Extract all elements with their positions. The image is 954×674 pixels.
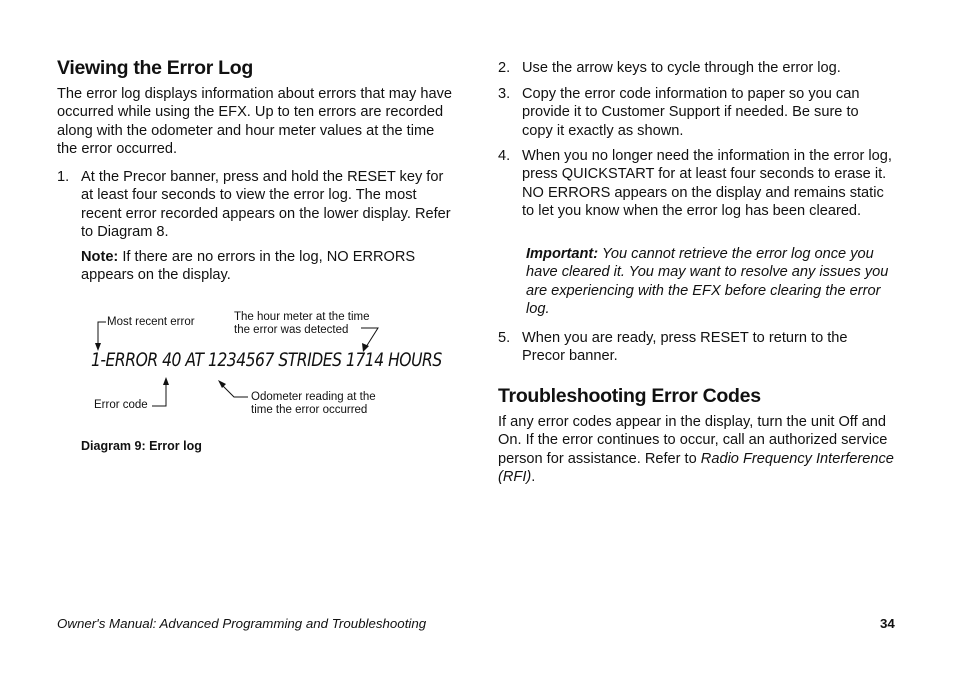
troubleshooting-end: . <box>531 468 536 485</box>
error-display-readout: 1-ERROR 40 AT 1234567 STRIDES 1714 HOURS <box>91 349 442 371</box>
important-text: You cannot retrieve the error log once you have cleared it. You may want to resolve any issues you are experiencing with the EFX before clearing the error log. <box>526 246 889 317</box>
error-code-arrow-icon <box>163 377 169 385</box>
important-paragraph <box>526 245 898 318</box>
step-4-text: When you no longer need the information in the error log, press QUICKSTART for at least four seconds to erase it. NO ERRORS appears on the display and remains static to let you know when the error log has been cleared. <box>522 148 892 219</box>
step-5-number: 5. <box>498 330 511 346</box>
step-1-number: 1. <box>57 169 70 185</box>
error-code-callout-line <box>152 383 166 406</box>
intro-paragraph: The error log displays information about errors that may have occurred while using the EFX. Up to ten errors are recorded along with the odometer and hour meter values at the time the error occurred. <box>57 86 453 157</box>
odometer-label-line1: Odometer reading at the <box>251 391 376 403</box>
step-2-number: 2. <box>498 60 511 76</box>
odometer-callout-line <box>222 385 248 397</box>
error-code-label: Error code <box>94 399 148 411</box>
step-2-text: Use the arrow keys to cycle through the error log. <box>522 60 841 76</box>
rfi-reference: Radio Frequency Interference (RFI) <box>498 450 894 485</box>
note-paragraph <box>81 248 451 285</box>
note-label: Note: <box>81 249 119 265</box>
page-number: 34 <box>880 616 895 631</box>
section-heading-error-log: Viewing the Error Log <box>57 57 253 79</box>
hour-meter-label-line1: The hour meter at the time <box>234 311 370 323</box>
step-1-text: At the Precor banner, press and hold the RESET key for at least four seconds to view the error log. The most recent error recorded appears on the lower display. Refer to Diagram 8. <box>81 169 451 240</box>
most-recent-callout-line <box>98 322 106 345</box>
most-recent-error-label: Most recent error <box>107 316 195 328</box>
footer-manual-title: Owner's Manual: Advanced Programming and Troubleshooting <box>57 616 427 631</box>
step-4-number: 4. <box>498 148 511 164</box>
troubleshooting-text: If any error codes appear in the display, turn the unit Off and On. If the error continues to occur, call an authorized service person for assistance. Refer to <box>498 414 888 467</box>
step-3-number: 3. <box>498 86 511 102</box>
odometer-arrow-icon <box>218 380 226 388</box>
troubleshooting-paragraph <box>498 413 894 486</box>
important-label: Important: <box>526 246 599 262</box>
note-text: If there are no errors in the log, NO ERRORS appears on the display. <box>81 249 416 284</box>
diagram-caption: Diagram 9: Error log <box>81 439 202 453</box>
step-3-text: Copy the error code information to paper so you can provide it to Customer Support if needed. Be sure to copy it exactly as shown. <box>522 86 860 139</box>
odometer-label-line2: time the error occurred <box>251 404 368 416</box>
section-heading-troubleshooting: Troubleshooting Error Codes <box>498 385 761 407</box>
error-log-diagram <box>88 305 458 425</box>
step-5-text: When you are ready, press RESET to return to the Precor banner. <box>522 330 848 365</box>
hour-meter-label-line2: the error was detected <box>234 324 349 336</box>
